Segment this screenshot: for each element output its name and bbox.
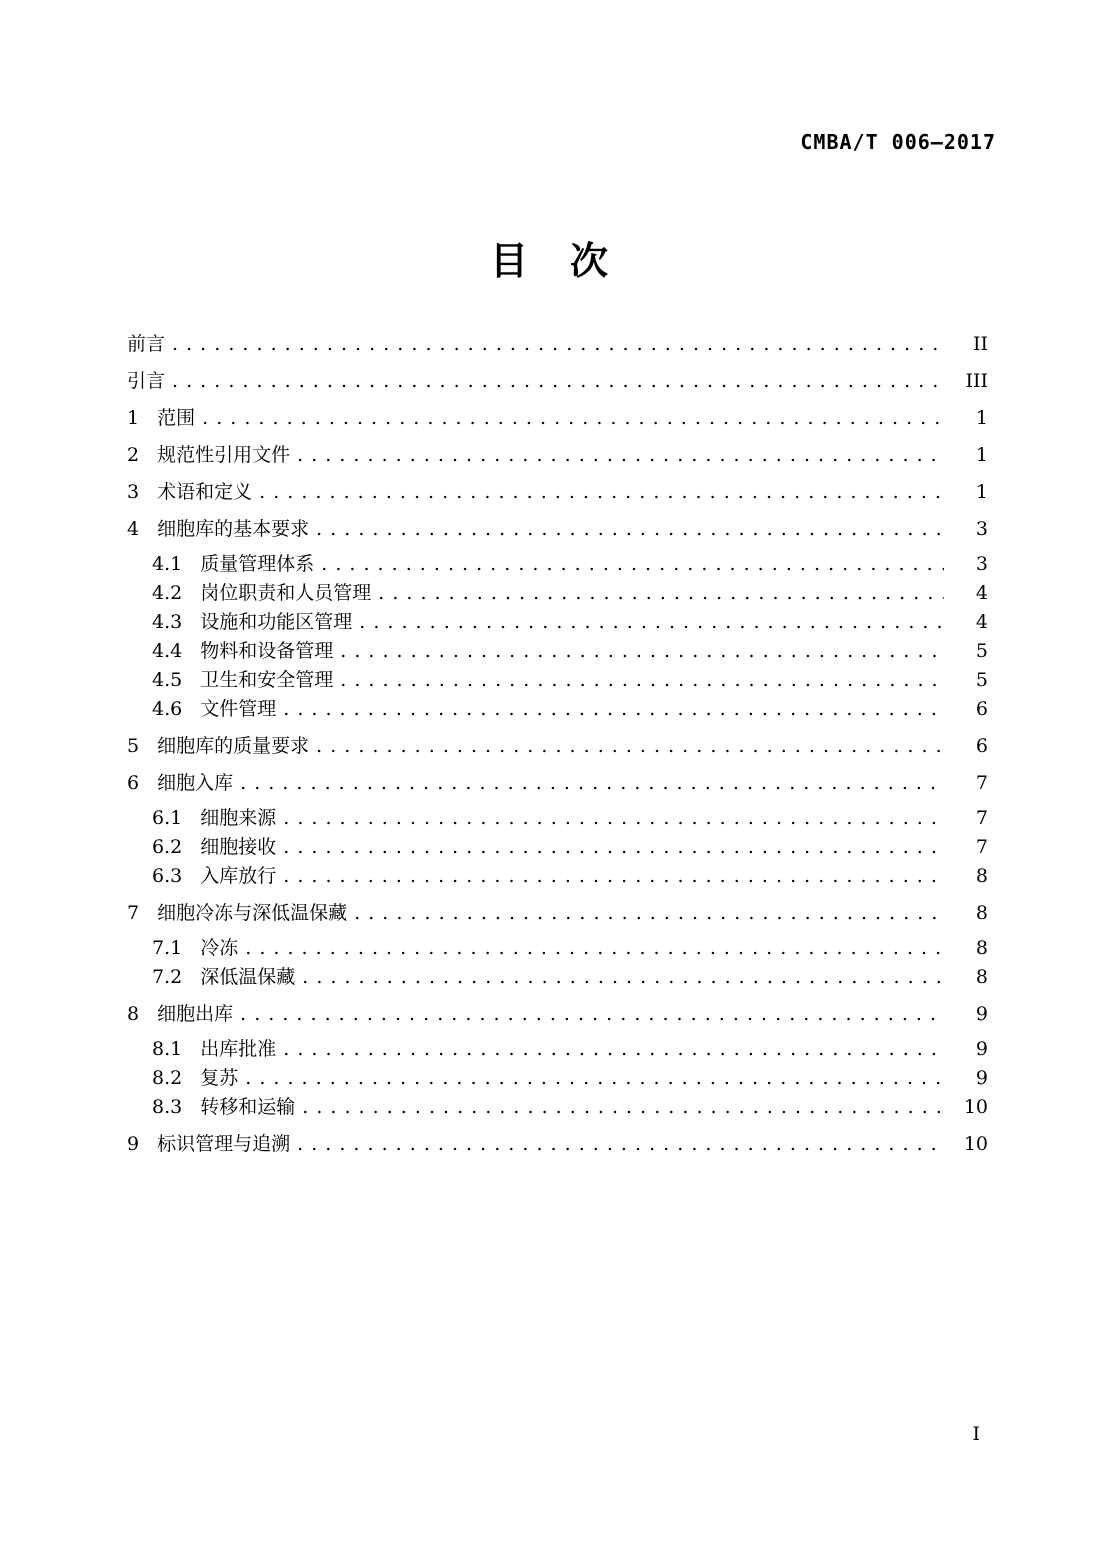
toc-entry-number: 9 — [127, 1133, 140, 1155]
toc-entry — [127, 899, 988, 928]
toc-entry-number: 4.4 — [152, 640, 183, 662]
toc-entry-page: 8 — [975, 966, 988, 988]
toc-entry — [127, 550, 988, 579]
dot-leader — [240, 769, 944, 798]
toc-entry-title: 转移和运输 — [200, 1096, 296, 1118]
toc-entry — [127, 1093, 988, 1122]
toc-entry — [127, 934, 988, 963]
dot-leader — [297, 1130, 944, 1159]
toc-entry — [127, 862, 988, 891]
toc-entry-number: 6.3 — [152, 865, 183, 887]
toc-entry-number: 4.5 — [152, 669, 183, 691]
toc-entry-number: 8 — [127, 1003, 140, 1025]
toc-entry-title: 细胞出库 — [157, 1003, 234, 1025]
dot-leader — [283, 833, 944, 862]
toc-entry-number: 8.3 — [152, 1096, 183, 1118]
toc-entry-page: 6 — [975, 735, 988, 757]
toc-entry-number: 8.2 — [152, 1067, 183, 1089]
toc-entry-title: 复苏 — [200, 1067, 239, 1089]
toc-entry-number: 4.6 — [152, 698, 183, 720]
toc-entry — [127, 330, 988, 359]
dot-leader — [202, 404, 944, 433]
dot-leader — [354, 899, 944, 928]
toc-entry-number: 4.3 — [152, 611, 183, 633]
toc-entry — [127, 515, 988, 544]
footer-page-number: I — [972, 1423, 980, 1445]
toc-entry-title: 细胞来源 — [200, 807, 277, 829]
toc-entry-title: 冷冻 — [200, 937, 239, 959]
dot-leader — [316, 515, 944, 544]
toc-entry — [127, 1064, 988, 1093]
toc-entry-number: 4.1 — [152, 553, 183, 575]
toc-entry-number: 6.1 — [152, 807, 183, 829]
toc-entry-title: 术语和定义 — [157, 481, 253, 503]
toc-entry-title: 细胞库的质量要求 — [157, 735, 310, 757]
dot-leader — [245, 1064, 944, 1093]
toc-entry — [127, 833, 988, 862]
page-title: 目 次 — [489, 239, 610, 283]
toc-list — [127, 330, 988, 1159]
toc-entry — [127, 804, 988, 833]
toc-entry-number: 1 — [127, 407, 140, 429]
toc-entry — [127, 666, 988, 695]
dot-leader — [172, 330, 944, 359]
toc-entry-title: 标识管理与追溯 — [157, 1133, 291, 1155]
toc-entry-number: 3 — [127, 481, 140, 503]
toc-entry-page: 1 — [975, 444, 988, 466]
toc-entry-number: 2 — [127, 444, 140, 466]
toc-entry — [127, 637, 988, 666]
toc-entry-page: 10 — [963, 1096, 988, 1118]
toc-entry-title: 文件管理 — [200, 698, 277, 720]
dot-leader — [321, 550, 944, 579]
toc-entry-page: 5 — [975, 640, 988, 662]
toc-entry-page: 4 — [975, 611, 988, 633]
toc-entry-page: 8 — [975, 865, 988, 887]
dot-leader — [283, 695, 944, 724]
toc-entry-page: 7 — [975, 836, 988, 858]
toc-entry-title: 规范性引用文件 — [157, 444, 291, 466]
dot-leader — [302, 963, 944, 992]
dot-leader — [297, 441, 944, 470]
toc-entry-page: 1 — [975, 407, 988, 429]
toc-entry-page: 9 — [975, 1038, 988, 1060]
toc-entry-page: 9 — [975, 1003, 988, 1025]
toc-entry-number: 7.2 — [152, 966, 183, 988]
toc-entry — [127, 478, 988, 507]
dot-leader — [283, 862, 944, 891]
toc-entry-title: 细胞库的基本要求 — [157, 518, 310, 540]
toc-entry-title: 细胞接收 — [200, 836, 277, 858]
toc-entry-title: 细胞入库 — [157, 772, 234, 794]
toc-entry — [127, 732, 988, 761]
standard-code: CMBA/T 006—2017 — [800, 130, 996, 154]
toc-entry-page: 5 — [975, 669, 988, 691]
toc-entry-page: 7 — [975, 772, 988, 794]
toc-entry-page: 7 — [975, 807, 988, 829]
toc-entry — [127, 963, 988, 992]
dot-leader — [240, 1000, 944, 1029]
toc-entry — [127, 769, 988, 798]
toc-entry-title: 深低温保藏 — [200, 966, 296, 988]
toc-entry-title: 细胞冷冻与深低温保藏 — [157, 902, 348, 924]
toc-entry-number: 8.1 — [152, 1038, 183, 1060]
toc-entry-title: 范围 — [157, 407, 196, 429]
toc-entry-page: 4 — [975, 582, 988, 604]
toc-entry-title: 入库放行 — [200, 865, 277, 887]
toc-entry-page: 1 — [975, 481, 988, 503]
toc-entry-number: 6.2 — [152, 836, 183, 858]
toc-entry — [127, 1130, 988, 1159]
toc-entry-page: 6 — [975, 698, 988, 720]
toc-entry-title: 出库批准 — [200, 1038, 277, 1060]
toc-entry — [127, 695, 988, 724]
toc-entry-page: 3 — [975, 518, 988, 540]
toc-entry-number: 6 — [127, 772, 140, 794]
dot-leader — [340, 666, 944, 695]
dot-leader — [316, 732, 944, 761]
toc-entry-page: 10 — [963, 1133, 988, 1155]
dot-leader — [172, 367, 944, 396]
dot-leader — [283, 1035, 944, 1064]
toc-entry — [127, 441, 988, 470]
dot-leader — [259, 478, 944, 507]
toc-entry-title: 前言 — [127, 333, 166, 355]
toc-entry-title: 岗位职责和人员管理 — [200, 582, 372, 604]
dot-leader — [378, 579, 944, 608]
toc-entry-page: 9 — [975, 1067, 988, 1089]
toc-entry-number: 7 — [127, 902, 140, 924]
dot-leader — [283, 804, 944, 833]
toc-entry-page: 8 — [975, 902, 988, 924]
toc-entry-page: II — [972, 333, 988, 355]
dot-leader — [340, 637, 944, 666]
toc-entry — [127, 1000, 988, 1029]
toc-entry-title: 物料和设备管理 — [200, 640, 334, 662]
toc-entry-page: 8 — [975, 937, 988, 959]
toc-entry-page: 3 — [975, 553, 988, 575]
dot-leader — [302, 1093, 944, 1122]
toc-entry-page: III — [965, 370, 988, 392]
toc-entry-title: 设施和功能区管理 — [200, 611, 353, 633]
toc-entry — [127, 579, 988, 608]
toc-entry-number: 4 — [127, 518, 140, 540]
toc-entry-number: 4.2 — [152, 582, 183, 604]
toc-entry — [127, 1035, 988, 1064]
toc-entry-title: 质量管理体系 — [200, 553, 315, 575]
toc-entry-title: 引言 — [127, 370, 166, 392]
toc-entry-title: 卫生和安全管理 — [200, 669, 334, 691]
toc-entry — [127, 608, 988, 637]
toc-entry — [127, 367, 988, 396]
toc-entry — [127, 404, 988, 433]
dot-leader — [245, 934, 944, 963]
dot-leader — [359, 608, 944, 637]
toc-entry-number: 7.1 — [152, 937, 183, 959]
toc-entry-number: 5 — [127, 735, 140, 757]
